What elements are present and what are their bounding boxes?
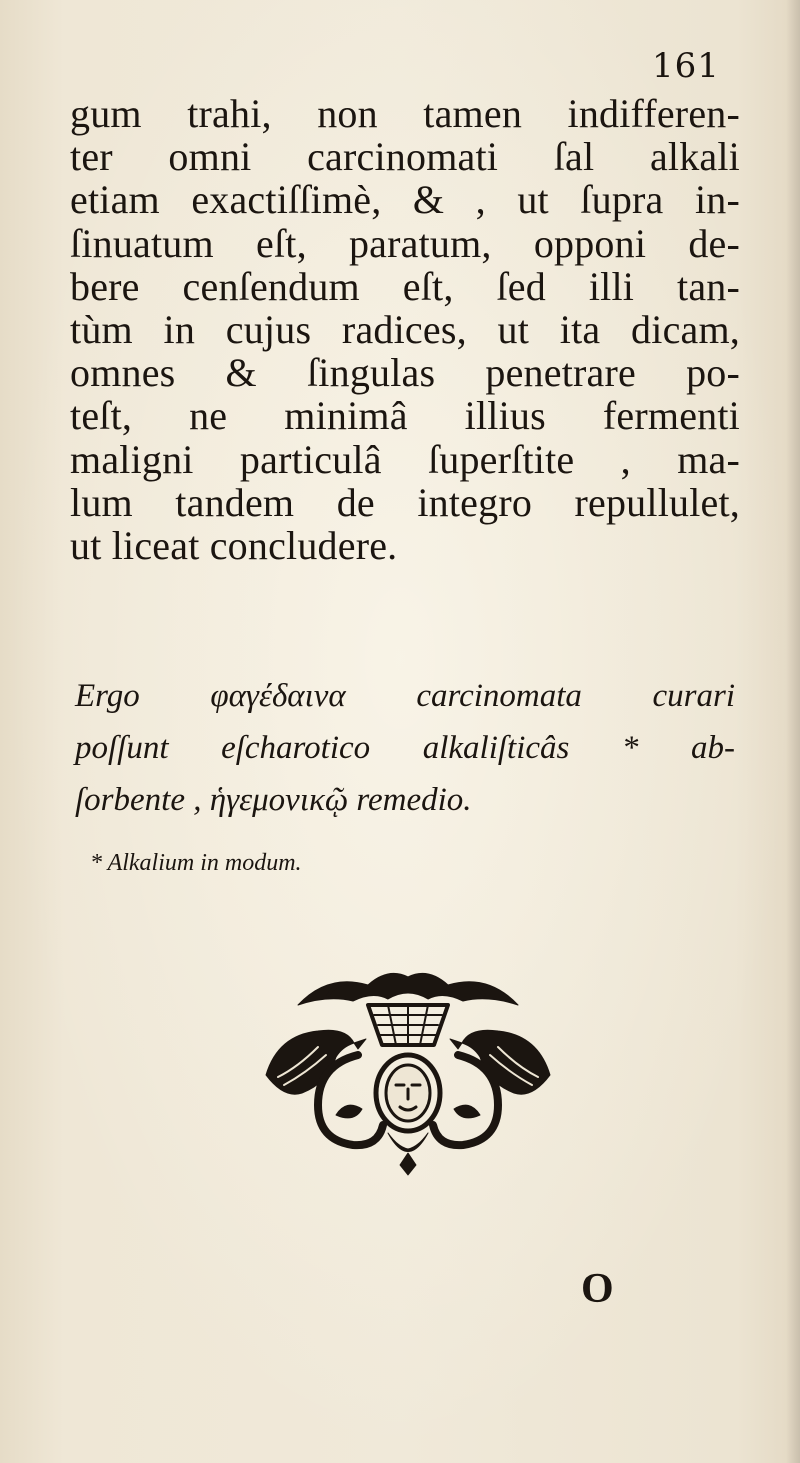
footnote: * Alkalium in modum. bbox=[90, 850, 302, 876]
text-line: ut liceat concludere. bbox=[70, 522, 398, 568]
text-line: maligni particulâ ſuperſtite , ma- bbox=[70, 436, 740, 482]
signature-mark: O bbox=[581, 1266, 614, 1312]
printers-ornament-woodcut bbox=[258, 965, 558, 1195]
text-line: etiam exactiſſimè, & , ut ſupra in- bbox=[70, 177, 740, 223]
text-line: omnes & ſingulas penetrare po- bbox=[70, 350, 740, 396]
conclusion-line: Ergo φαγέδαινα carcinomata curari bbox=[75, 678, 735, 714]
text-line: bere cenſendum eſt, ſed illi tan- bbox=[70, 263, 740, 309]
text-line: gum trahi, non tamen indifferen- bbox=[70, 91, 740, 136]
conclusion-paragraph bbox=[75, 670, 735, 826]
page-number: 161 bbox=[652, 46, 720, 86]
conclusion-line: ſorbente , ἡγεμονικῷ remedio. bbox=[75, 782, 472, 818]
conclusion-line: poſſunt eſcharotico alkaliſticâs * ab- bbox=[75, 730, 735, 766]
page-edge-shadow bbox=[786, 0, 800, 1463]
text-line: ter omni carcinomati ſal alkali bbox=[70, 134, 740, 180]
text-line: ſinuatum eſt, paratum, opponi de- bbox=[70, 220, 740, 266]
text-line: teſt, ne minimâ illius fermenti bbox=[70, 393, 740, 439]
body-paragraph bbox=[70, 92, 740, 567]
text-line: lum tandem de integro repullulet, bbox=[70, 479, 740, 525]
text-line: tùm in cujus radices, ut ita dicam, bbox=[70, 306, 740, 352]
